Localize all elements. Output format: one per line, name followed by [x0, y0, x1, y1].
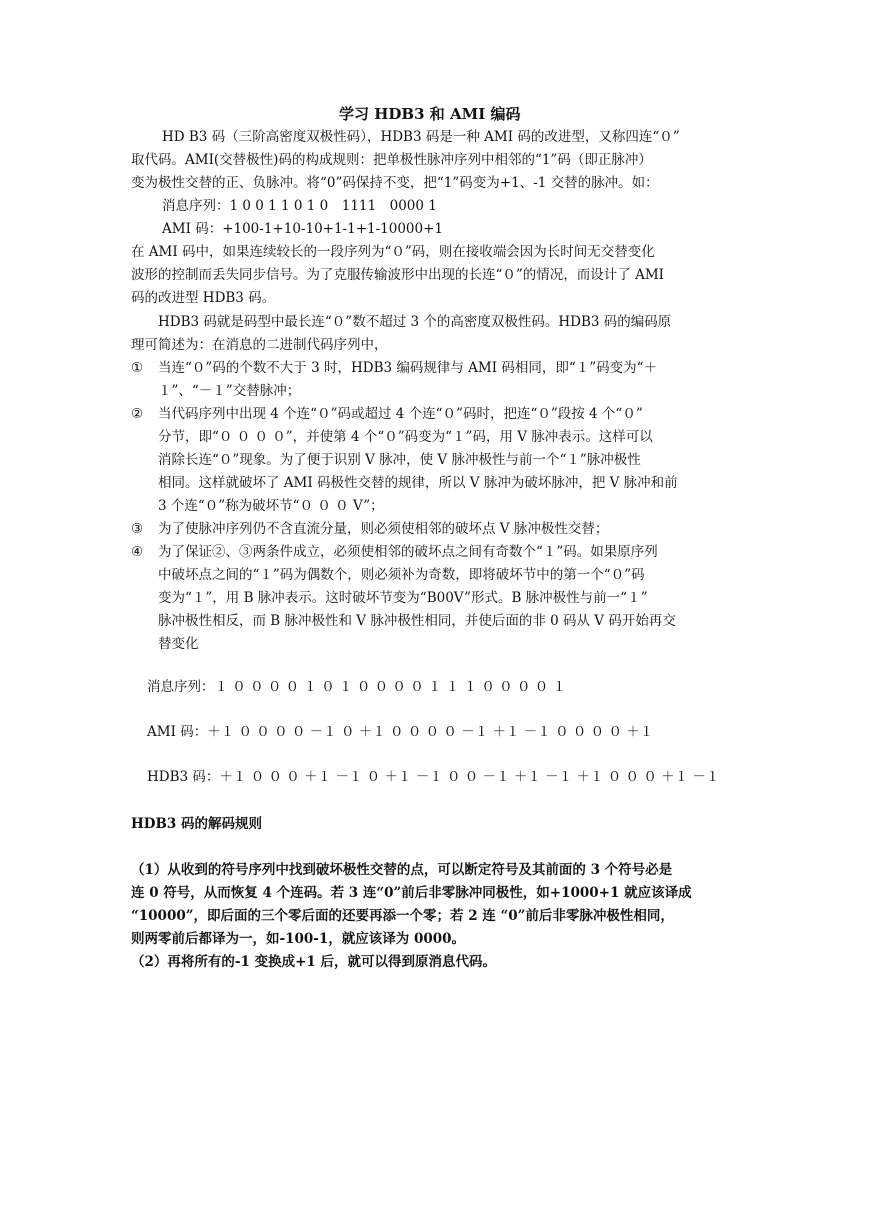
rule-line: 中破坏点之间的“１”码为偶数个，则必须补为奇数，即将破坏节中的第一个“０”码 [158, 567, 645, 583]
rule-marker: ② [131, 406, 144, 422]
ami-line: 码的改进型 HDB3 码。 [131, 290, 276, 306]
rule-line: 分节，即“０ ０ ０ ０”，并使第 4 个“０”码变为“１”码，用 V 脉冲表示。这样可以 [158, 429, 653, 445]
rule-line: 当代码序列中出现 4 个连“０”码或超过 4 个连“０”码时，把连“０”段按 4 个“０” [158, 406, 643, 422]
intro-line: 取代码。AMI(交替极性)码的构成规则：把单极性脉冲序列中相邻的“1”码（即正脉冲） [131, 152, 652, 168]
rule-line: 为了保证②、③两条件成立，必须使相邻的破坏点之间有奇数个“１”码。如果原序列 [158, 544, 658, 560]
decode-line: “10000”，即后面的三个零后面的还要再添一个零；若 2 连 “0”前后非零脉冲极性相同， [131, 908, 674, 924]
rule-line: 为了使脉冲序列仍不含直流分量，则必须使相邻的破坏点 V 脉冲极性交替； [158, 521, 609, 537]
decode-line: （1）从收到的符号序列中找到破坏极性交替的点，可以断定符号及其前面的 3 个符号必是 [131, 862, 673, 878]
example2-hdb3: HDB3 码：＋１ ０ ０ ０ ＋１ －１ ０ ＋１ －１ ０ ０ －１ ＋１ －１ ＋１ ０ ０ ０ ＋１ －１ [147, 769, 720, 785]
rule-line: 变为“１”，用 B 脉冲表示。这时破坏节变为“B00V”形式。B 脉冲极性与前一“１” [158, 590, 648, 606]
rule-line: 相同。这样就破坏了 AMI 码极性交替的规律，所以 V 脉冲为破坏脉冲，把 V 脉冲和前 [158, 475, 678, 491]
rule-marker: ① [131, 360, 144, 376]
rule-marker: ③ [131, 521, 144, 537]
example1-message: 消息序列：1 0 0 1 1 0 1 0 1111 0000 1 [162, 198, 437, 214]
rule-line: 3 个连“０”称为破坏节“０ ０ ０ V”； [158, 498, 384, 514]
decode-heading: HDB3 码的解码规则 [131, 816, 262, 832]
hdb3-line: 理可简述为：在消息的二进制代码序列中， [131, 337, 388, 353]
rule-line: 消除长连“０”现象。为了便于识别 V 脉冲，使 V 脉冲极性与前一个“１”脉冲极性 [158, 452, 641, 468]
intro-line: 变为极性交替的正、负脉冲。将“0”码保持不变，把“1”码变为+1、-1 交替的脉冲。如： [131, 175, 659, 191]
decode-paragraph-2: （2）再将所有的-1 变换成+1 后，就可以得到原消息代码。 [131, 954, 496, 970]
ami-line: 波形的控制而丢失同步信号。为了克服传输波形中出现的长连“０”的情况，而设计了 AMI [131, 267, 664, 283]
decode-line: 则两零前后都译为一，如-100-1，就应该译为 0000。 [131, 931, 466, 947]
rule-marker: ④ [131, 544, 144, 560]
decode-line: 连 0 符号，从而恢复 4 个连码。若 3 连“0”前后非零脉冲同极性，如+1000+1 就应该译成 [131, 885, 692, 901]
rule-line: 当连“０”码的个数不大于 3 时，HDB3 编码规律与 AMI 码相同，即“１”码变为“＋ [158, 360, 658, 376]
intro-line: HD B3 码（三阶高密度双极性码），HDB3 码是一种 AMI 码的改进型，又称四连“０” [162, 129, 680, 145]
page-title: 学习 HDB3 和 AMI 编码 [339, 105, 521, 123]
example1-ami: AMI 码：+100-1+10-10+1-1+1-10000+1 [162, 221, 444, 237]
rule-line: 脉冲极性相反，而 B 脉冲极性和 V 脉冲极性相同，并使后面的非 0 码从 V 码开始再交 [158, 613, 676, 629]
example2-ami: AMI 码：＋１ ０ ０ ０ ０ －１ ０ ＋１ ０ ０ ０ ０ －１ ＋１ －１ ０ ０ ０ ０ ＋１ [147, 724, 654, 740]
hdb3-line: HDB3 码就是码型中最长连“０”数不超过 3 个的高密度双极性码。HDB3 码的编码原 [158, 314, 672, 330]
rule-line: 替变化 [158, 636, 199, 652]
ami-line: 在 AMI 码中，如果连续较长的一段序列为“０”码，则在接收端会因为长时间无交替变化 [131, 244, 655, 260]
rule-line: １”、“－１”交替脉冲； [158, 383, 301, 399]
example2-message: 消息序列：１ ０ ０ ０ ０ １ ０ １ ０ ０ ０ ０ １ １ １ ０ ０ ０ ０ １ [147, 679, 567, 695]
